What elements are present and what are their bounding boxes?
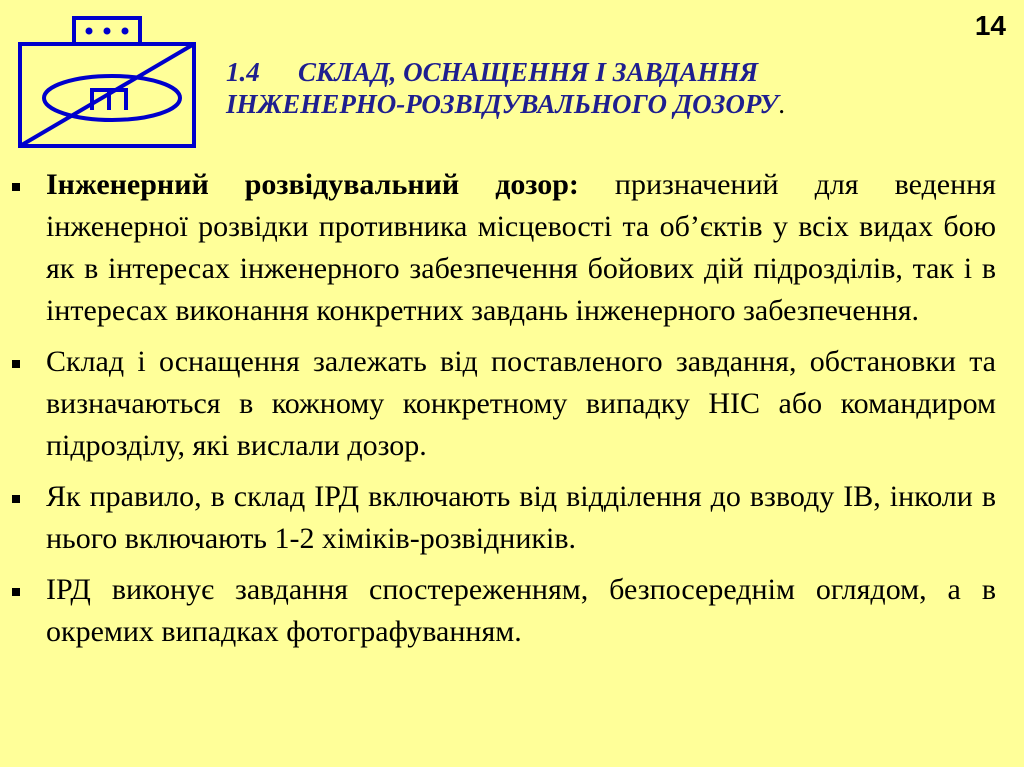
list-item: Інженерний розвідувальний дозор: призначений для ведення інженерної розвідки противника місцевості та об’єктів у всіх видах бою як в інтересах інженерного забезпечення бойових дій підрозділів, так і в інтересах виконання конкретних завдань інженерного забезпечення.: [8, 164, 996, 332]
bullet-icon: [12, 360, 20, 368]
bullet-icon: [12, 588, 20, 596]
engineer-recon-symbol-icon: [14, 10, 204, 150]
slide-title: [226, 56, 966, 120]
section-number: 1.4: [226, 57, 260, 87]
list-item: ІРД виконує завдання спостереженням, безпосереднім оглядом, а в окремих випадках фотографуванням.: [8, 569, 996, 653]
title-line-2: ІНЖЕНЕРНО-РОЗВІДУВАЛЬНОГО ДОЗОРУ.: [226, 89, 786, 119]
bullet-list: [8, 164, 996, 662]
bullet-icon: [12, 495, 20, 503]
bullet-icon: [12, 183, 20, 191]
list-item: Склад і оснащення залежать від поставленого завдання, обстановки та визначаються в кожному конкретному випадку НІС або командиром підрозділу, які вислали дозор.: [8, 341, 996, 467]
definition-term: Інженерний розвідувальний дозор:: [46, 168, 579, 201]
list-item: Як правило, в склад ІРД включають від відділення до взводу ІВ, інколи в нього включають 1-2 хіміків-розвідників.: [8, 476, 996, 560]
page-number: 14: [974, 10, 1006, 41]
title-line-1: 1.4 СКЛАД, ОСНАЩЕННЯ І ЗАВДАННЯ: [226, 57, 759, 87]
